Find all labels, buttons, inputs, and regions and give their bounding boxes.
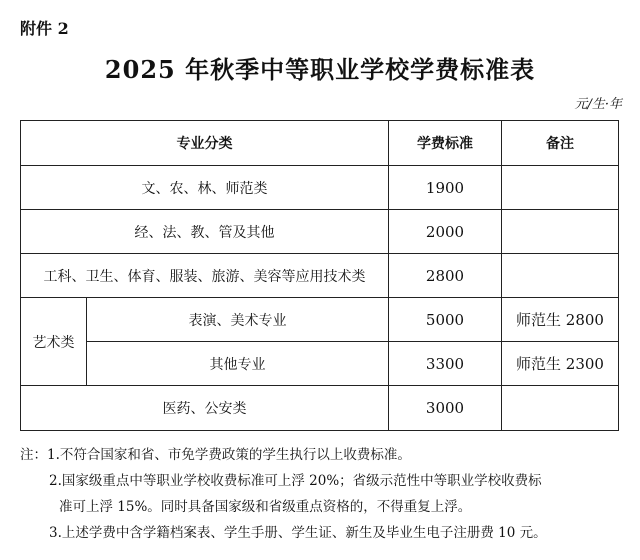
unit-label: 元/生·年 <box>574 97 622 112</box>
category-cell: 工科、卫生、体育、服装、旅游、美容等应用技术类 <box>21 254 389 298</box>
fee-table <box>20 120 619 431</box>
table-row <box>21 210 619 254</box>
subcategory-cell: 表演、美术专业 <box>87 298 389 342</box>
note-1-text: 1.不符合国家和省、市免学费政策的学生执行以上收费标准。 <box>47 447 411 463</box>
header-remark: 备注 <box>502 121 619 166</box>
document-title: 2025 年秋季中等职业学校学费标准表 <box>104 55 536 84</box>
remark-cell <box>502 254 619 298</box>
remark-cell: 师范生 2800 <box>502 298 619 342</box>
note-1 <box>20 442 622 468</box>
table-row <box>21 342 619 386</box>
fee-cell: 2800 <box>389 254 502 298</box>
category-cell: 经、法、教、管及其他 <box>21 210 389 254</box>
table-row <box>21 166 619 210</box>
fee-cell: 3000 <box>389 386 502 431</box>
fee-cell: 3300 <box>389 342 502 386</box>
attachment-label: 附件 2 <box>20 19 69 38</box>
subcategory-cell: 其他专业 <box>87 342 389 386</box>
remark-cell <box>502 210 619 254</box>
table-row <box>21 254 619 298</box>
category-cell: 医药、公安类 <box>21 386 389 431</box>
notes-section <box>20 442 622 546</box>
remark-cell <box>502 386 619 431</box>
remark-cell <box>502 166 619 210</box>
note-2-line-2: 准可上浮 15%。同时具备国家级和省级重点资格的，不得重复上浮。 <box>59 499 472 515</box>
fee-cell: 2000 <box>389 210 502 254</box>
category-cell: 文、农、林、师范类 <box>21 166 389 210</box>
notes-prefix: 注： <box>20 447 47 463</box>
remark-cell: 师范生 2300 <box>502 342 619 386</box>
table-row <box>21 298 619 342</box>
header-fee: 学费标准 <box>389 121 502 166</box>
note-2-line-1: 2.国家级重点中等职业学校收费标准可上浮 20%；省级示范性中等职业学校收费标 <box>49 473 542 489</box>
art-group-cell: 艺术类 <box>21 298 87 386</box>
note-3: 3.上述学费中含学籍档案表、学生手册、学生证、新生及毕业生电子注册费 10 元。 <box>49 525 547 541</box>
header-category: 专业分类 <box>21 121 389 166</box>
table-row <box>21 386 619 431</box>
fee-cell: 1900 <box>389 166 502 210</box>
table-header-row <box>21 121 619 166</box>
fee-cell: 5000 <box>389 298 502 342</box>
